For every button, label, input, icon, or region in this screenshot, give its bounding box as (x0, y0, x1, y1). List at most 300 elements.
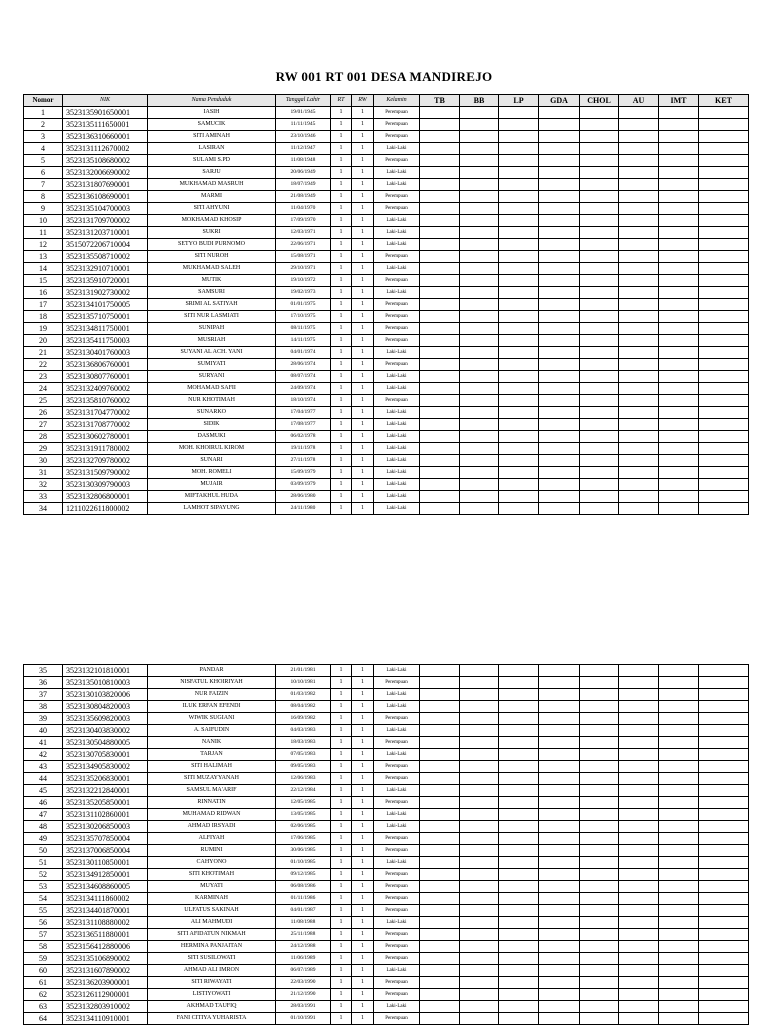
empty-measure-cell (460, 809, 499, 821)
name-cell: ULFATUS SAKINAH (148, 905, 276, 917)
empty-measure-cell (659, 311, 699, 323)
empty-measure-cell (619, 383, 659, 395)
empty-measure-cell (420, 953, 460, 965)
rw-cell: 1 (352, 893, 374, 905)
rt-cell: 1 (331, 785, 352, 797)
row-number: 20 (24, 335, 63, 347)
empty-measure-cell (499, 479, 539, 491)
birthdate-cell: 12/06/1983 (276, 773, 331, 785)
empty-measure-cell (539, 761, 580, 773)
row-number: 13 (24, 251, 63, 263)
empty-measure-cell (539, 749, 580, 761)
empty-measure-cell (499, 191, 539, 203)
empty-measure-cell (659, 359, 699, 371)
empty-measure-cell (580, 131, 619, 143)
name-cell: MOH. ROMELI (148, 467, 276, 479)
table-row (24, 215, 749, 227)
empty-measure-cell (659, 119, 699, 131)
name-cell: AHMAD IRSYADI (148, 821, 276, 833)
rw-cell: 1 (352, 395, 374, 407)
table-row (24, 785, 749, 797)
birthdate-cell: 12/05/1985 (276, 797, 331, 809)
nik-cell: 3523134110910001 (63, 1013, 148, 1025)
empty-measure-cell (460, 335, 499, 347)
empty-measure-cell (460, 215, 499, 227)
name-cell: SITI RIWAYATI (148, 977, 276, 989)
birthdate-cell: 07/05/1983 (276, 749, 331, 761)
gender-cell: Perempuan (374, 905, 420, 917)
table-row (24, 371, 749, 383)
empty-measure-cell (699, 371, 749, 383)
birthdate-cell: 01/03/1982 (276, 689, 331, 701)
rw-cell: 1 (352, 467, 374, 479)
birthdate-cell: 15/09/1979 (276, 467, 331, 479)
empty-measure-cell (539, 893, 580, 905)
empty-measure-cell (580, 323, 619, 335)
nik-cell: 3523135810760002 (63, 395, 148, 407)
gender-cell: Perempuan (374, 119, 420, 131)
birthdate-cell: 11/08/1988 (276, 917, 331, 929)
empty-measure-cell (539, 845, 580, 857)
column-header: GDA (539, 95, 580, 107)
row-number: 5 (24, 155, 63, 167)
empty-measure-cell (659, 905, 699, 917)
empty-measure-cell (580, 311, 619, 323)
empty-measure-cell (539, 821, 580, 833)
table-row (24, 965, 749, 977)
empty-measure-cell (539, 869, 580, 881)
empty-measure-cell (580, 977, 619, 989)
empty-measure-cell (699, 359, 749, 371)
nik-cell: 3515072206710004 (63, 239, 148, 251)
empty-measure-cell (460, 275, 499, 287)
empty-measure-cell (580, 359, 619, 371)
empty-measure-cell (580, 929, 619, 941)
population-table-part-1 (23, 94, 749, 515)
empty-measure-cell (659, 251, 699, 263)
row-number: 62 (24, 989, 63, 1001)
gender-cell: Laki-Laki (374, 179, 420, 191)
empty-measure-cell (619, 1001, 659, 1013)
nik-cell: 3523131708770002 (63, 419, 148, 431)
empty-measure-cell (420, 251, 460, 263)
empty-measure-cell (460, 191, 499, 203)
table-row (24, 989, 749, 1001)
empty-measure-cell (420, 419, 460, 431)
empty-measure-cell (619, 335, 659, 347)
empty-measure-cell (619, 1013, 659, 1025)
rt-cell: 1 (331, 119, 352, 131)
empty-measure-cell (539, 725, 580, 737)
empty-measure-cell (659, 323, 699, 335)
empty-measure-cell (699, 881, 749, 893)
empty-measure-cell (699, 431, 749, 443)
empty-measure-cell (539, 383, 580, 395)
gender-cell: Perempuan (374, 155, 420, 167)
rw-cell: 1 (352, 797, 374, 809)
empty-measure-cell (699, 347, 749, 359)
name-cell: SITI MUZAYYANAH (148, 773, 276, 785)
empty-measure-cell (460, 989, 499, 1001)
row-number: 37 (24, 689, 63, 701)
rt-cell: 1 (331, 665, 352, 677)
gender-cell: Perempuan (374, 869, 420, 881)
empty-measure-cell (659, 443, 699, 455)
empty-measure-cell (619, 725, 659, 737)
rt-cell: 1 (331, 1013, 352, 1025)
empty-measure-cell (659, 107, 699, 119)
empty-measure-cell (659, 929, 699, 941)
empty-measure-cell (580, 443, 619, 455)
empty-measure-cell (499, 311, 539, 323)
rw-cell: 1 (352, 179, 374, 191)
empty-measure-cell (460, 239, 499, 251)
rt-cell: 1 (331, 107, 352, 119)
empty-measure-cell (580, 407, 619, 419)
empty-measure-cell (539, 503, 580, 515)
empty-measure-cell (420, 311, 460, 323)
birthdate-cell: 15/08/1971 (276, 251, 331, 263)
empty-measure-cell (420, 119, 460, 131)
table-row (24, 443, 749, 455)
empty-measure-cell (499, 833, 539, 845)
birthdate-cell: 08/04/1982 (276, 701, 331, 713)
nik-cell: 3523135106890002 (63, 953, 148, 965)
name-cell: SURYANI (148, 371, 276, 383)
empty-measure-cell (659, 857, 699, 869)
nik-cell: 3523130705830001 (63, 749, 148, 761)
empty-measure-cell (659, 977, 699, 989)
page-title: RW 001 RT 001 DESA MANDIREJO (275, 69, 493, 84)
rw-cell: 1 (352, 215, 374, 227)
empty-measure-cell (539, 809, 580, 821)
empty-measure-cell (499, 929, 539, 941)
nik-cell: 3523134401870001 (63, 905, 148, 917)
gender-cell: Perempuan (374, 677, 420, 689)
name-cell: SETYO BUDI PURNOMO (148, 239, 276, 251)
rw-cell: 1 (352, 1013, 374, 1025)
empty-measure-cell (539, 179, 580, 191)
empty-measure-cell (420, 503, 460, 515)
empty-measure-cell (420, 821, 460, 833)
name-cell: MUKHAMAD MASRUH (148, 179, 276, 191)
empty-measure-cell (499, 323, 539, 335)
empty-measure-cell (580, 143, 619, 155)
rw-cell: 1 (352, 929, 374, 941)
empty-measure-cell (580, 263, 619, 275)
empty-measure-cell (460, 419, 499, 431)
rt-cell: 1 (331, 359, 352, 371)
empty-measure-cell (659, 785, 699, 797)
row-number: 12 (24, 239, 63, 251)
empty-measure-cell (659, 761, 699, 773)
nik-cell: 3523134811750001 (63, 323, 148, 335)
table-row (24, 467, 749, 479)
empty-measure-cell (539, 965, 580, 977)
empty-measure-cell (619, 443, 659, 455)
table-row (24, 701, 749, 713)
empty-measure-cell (699, 251, 749, 263)
empty-measure-cell (420, 203, 460, 215)
rw-cell: 1 (352, 419, 374, 431)
empty-measure-cell (420, 335, 460, 347)
table-row (24, 311, 749, 323)
empty-measure-cell (420, 689, 460, 701)
gender-cell: Perempuan (374, 797, 420, 809)
empty-measure-cell (659, 749, 699, 761)
name-cell: WIWIK SUGIANI (148, 713, 276, 725)
empty-measure-cell (580, 419, 619, 431)
empty-measure-cell (619, 107, 659, 119)
table-row (24, 881, 749, 893)
empty-measure-cell (659, 737, 699, 749)
name-cell: SAMSUL MA'ARIF (148, 785, 276, 797)
empty-measure-cell (499, 131, 539, 143)
table-row (24, 977, 749, 989)
table-row (24, 893, 749, 905)
empty-measure-cell (460, 821, 499, 833)
gender-cell: Laki-Laki (374, 371, 420, 383)
nik-cell: 3523132006690002 (63, 167, 148, 179)
row-number: 3 (24, 131, 63, 143)
empty-measure-cell (460, 431, 499, 443)
empty-measure-cell (619, 347, 659, 359)
nik-cell: 3523131704770002 (63, 407, 148, 419)
empty-measure-cell (619, 155, 659, 167)
rt-cell: 1 (331, 167, 352, 179)
empty-measure-cell (619, 275, 659, 287)
row-number: 7 (24, 179, 63, 191)
birthdate-cell: 14/11/1975 (276, 335, 331, 347)
table-row (24, 431, 749, 443)
table-row (24, 749, 749, 761)
empty-measure-cell (580, 371, 619, 383)
rt-cell: 1 (331, 737, 352, 749)
empty-measure-cell (699, 263, 749, 275)
name-cell: ALI MAHMUDI (148, 917, 276, 929)
empty-measure-cell (499, 275, 539, 287)
row-number: 50 (24, 845, 63, 857)
empty-measure-cell (539, 479, 580, 491)
rt-cell: 1 (331, 833, 352, 845)
empty-measure-cell (619, 479, 659, 491)
empty-measure-cell (619, 845, 659, 857)
rw-cell: 1 (352, 203, 374, 215)
gender-cell: Laki-Laki (374, 467, 420, 479)
empty-measure-cell (699, 491, 749, 503)
rt-cell: 1 (331, 443, 352, 455)
nik-cell: 3523135710750001 (63, 311, 148, 323)
empty-measure-cell (420, 215, 460, 227)
rw-cell: 1 (352, 251, 374, 263)
empty-measure-cell (580, 215, 619, 227)
empty-measure-cell (420, 965, 460, 977)
empty-measure-cell (699, 929, 749, 941)
empty-measure-cell (619, 239, 659, 251)
row-number: 35 (24, 665, 63, 677)
gender-cell: Perempuan (374, 773, 420, 785)
empty-measure-cell (420, 977, 460, 989)
birthdate-cell: 19/02/1973 (276, 287, 331, 299)
empty-measure-cell (460, 227, 499, 239)
empty-measure-cell (539, 323, 580, 335)
empty-measure-cell (499, 227, 539, 239)
table-row (24, 107, 749, 119)
column-header: Tanggal Lahir (276, 95, 331, 107)
empty-measure-cell (699, 857, 749, 869)
empty-measure-cell (539, 107, 580, 119)
empty-measure-cell (619, 773, 659, 785)
gender-cell: Perempuan (374, 941, 420, 953)
rw-cell: 1 (352, 845, 374, 857)
empty-measure-cell (619, 431, 659, 443)
column-header: TB (420, 95, 460, 107)
empty-measure-cell (580, 491, 619, 503)
nik-cell: 3523132910710001 (63, 263, 148, 275)
name-cell: SITI HALIMAH (148, 761, 276, 773)
name-cell: SITI AHYUNI (148, 203, 276, 215)
empty-measure-cell (699, 287, 749, 299)
empty-measure-cell (420, 725, 460, 737)
gender-cell: Laki-Laki (374, 689, 420, 701)
empty-measure-cell (580, 383, 619, 395)
name-cell: KARMINAH (148, 893, 276, 905)
gender-cell: Laki-Laki (374, 407, 420, 419)
empty-measure-cell (499, 941, 539, 953)
empty-measure-cell (699, 299, 749, 311)
birthdate-cell: 17/10/1975 (276, 311, 331, 323)
empty-measure-cell (460, 443, 499, 455)
empty-measure-cell (420, 347, 460, 359)
empty-measure-cell (539, 905, 580, 917)
birthdate-cell: 24/09/1974 (276, 383, 331, 395)
empty-measure-cell (420, 167, 460, 179)
rw-cell: 1 (352, 383, 374, 395)
gender-cell: Laki-Laki (374, 809, 420, 821)
birthdate-cell: 21/12/1990 (276, 989, 331, 1001)
gender-cell: Perempuan (374, 761, 420, 773)
empty-measure-cell (619, 737, 659, 749)
row-number: 61 (24, 977, 63, 989)
empty-measure-cell (619, 701, 659, 713)
name-cell: SARJU (148, 167, 276, 179)
gender-cell: Laki-Laki (374, 821, 420, 833)
empty-measure-cell (699, 203, 749, 215)
nik-cell: 3523135411750003 (63, 335, 148, 347)
empty-measure-cell (460, 893, 499, 905)
empty-measure-cell (699, 419, 749, 431)
gender-cell: Perempuan (374, 833, 420, 845)
empty-measure-cell (499, 299, 539, 311)
empty-measure-cell (659, 833, 699, 845)
empty-measure-cell (699, 917, 749, 929)
row-number: 22 (24, 359, 63, 371)
name-cell: SRIMI AL SATIYAH (148, 299, 276, 311)
empty-measure-cell (580, 203, 619, 215)
empty-measure-cell (539, 917, 580, 929)
table-row (24, 239, 749, 251)
gender-cell: Perempuan (374, 299, 420, 311)
empty-measure-cell (659, 371, 699, 383)
birthdate-cell: 22/12/1984 (276, 785, 331, 797)
table-row (24, 263, 749, 275)
empty-measure-cell (659, 965, 699, 977)
empty-measure-cell (499, 407, 539, 419)
empty-measure-cell (420, 941, 460, 953)
empty-measure-cell (499, 965, 539, 977)
empty-measure-cell (420, 869, 460, 881)
rw-cell: 1 (352, 677, 374, 689)
nik-cell: 3523131108880002 (63, 917, 148, 929)
rw-cell: 1 (352, 941, 374, 953)
empty-measure-cell (580, 725, 619, 737)
birthdate-cell: 11/11/1945 (276, 119, 331, 131)
empty-measure-cell (499, 251, 539, 263)
empty-measure-cell (619, 359, 659, 371)
empty-measure-cell (499, 263, 539, 275)
empty-measure-cell (699, 155, 749, 167)
table-row (24, 347, 749, 359)
table-header (24, 95, 749, 107)
empty-measure-cell (460, 941, 499, 953)
empty-measure-cell (499, 785, 539, 797)
name-cell: FANI CITIYA YUHARISTA (148, 1013, 276, 1025)
birthdate-cell: 17/06/1985 (276, 833, 331, 845)
nik-cell: 3523135910720001 (63, 275, 148, 287)
empty-measure-cell (499, 419, 539, 431)
row-number: 41 (24, 737, 63, 749)
empty-measure-cell (539, 239, 580, 251)
rw-cell: 1 (352, 143, 374, 155)
rt-cell: 1 (331, 701, 352, 713)
empty-measure-cell (499, 431, 539, 443)
empty-measure-cell (420, 467, 460, 479)
rt-cell: 1 (331, 953, 352, 965)
empty-measure-cell (460, 689, 499, 701)
birthdate-cell: 21/01/1981 (276, 665, 331, 677)
empty-measure-cell (580, 503, 619, 515)
empty-measure-cell (539, 299, 580, 311)
rt-cell: 1 (331, 431, 352, 443)
empty-measure-cell (659, 215, 699, 227)
gender-cell: Perempuan (374, 359, 420, 371)
birthdate-cell: 29/10/1971 (276, 263, 331, 275)
empty-measure-cell (619, 203, 659, 215)
table-row (24, 155, 749, 167)
empty-measure-cell (659, 953, 699, 965)
empty-measure-cell (539, 275, 580, 287)
rt-cell: 1 (331, 989, 352, 1001)
rt-cell: 1 (331, 845, 352, 857)
empty-measure-cell (699, 869, 749, 881)
row-number: 30 (24, 455, 63, 467)
empty-measure-cell (499, 443, 539, 455)
empty-measure-cell (499, 917, 539, 929)
nik-cell: 3523135108680002 (63, 155, 148, 167)
empty-measure-cell (580, 845, 619, 857)
empty-measure-cell (619, 989, 659, 1001)
rw-cell: 1 (352, 131, 374, 143)
rt-cell: 1 (331, 965, 352, 977)
empty-measure-cell (539, 455, 580, 467)
column-header: Kelamin (374, 95, 420, 107)
rt-cell: 1 (331, 347, 352, 359)
rt-cell: 1 (331, 299, 352, 311)
empty-measure-cell (580, 227, 619, 239)
row-number: 4 (24, 143, 63, 155)
empty-measure-cell (420, 989, 460, 1001)
rw-cell: 1 (352, 431, 374, 443)
